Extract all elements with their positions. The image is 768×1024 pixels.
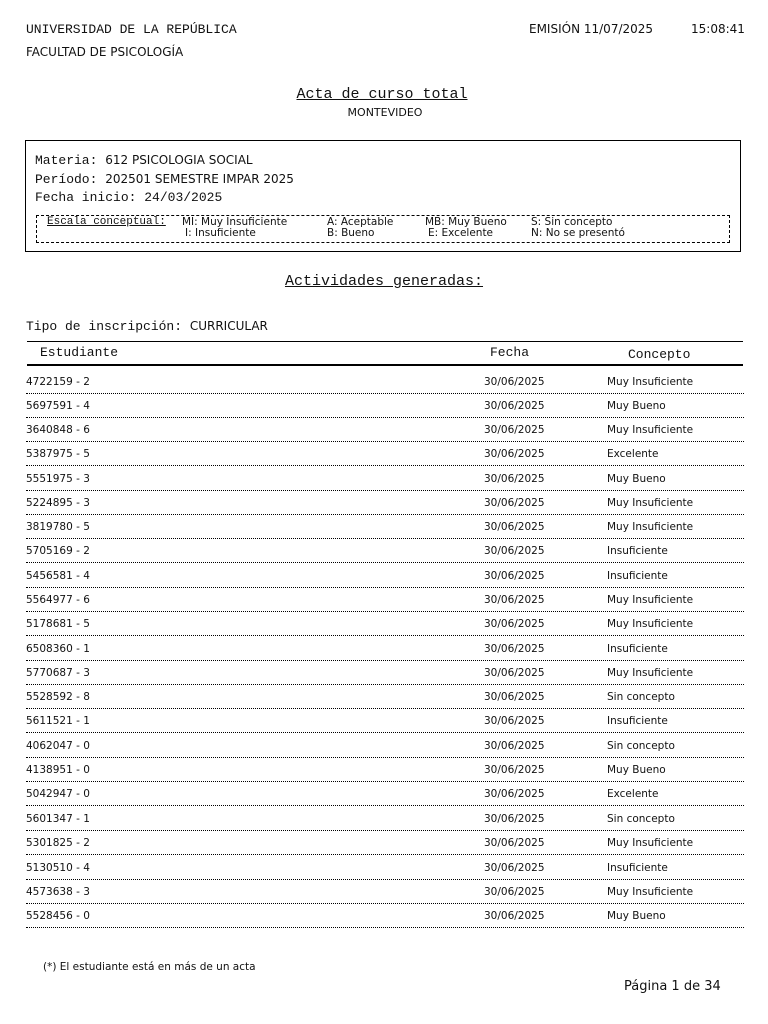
fecha-inicio-value: 24/03/2025 — [144, 190, 223, 205]
periodo-label: Período: — [35, 172, 98, 187]
scale-item-mb: MB: Muy Bueno — [425, 216, 507, 228]
row-concept: Sin concepto — [607, 691, 675, 703]
table-row — [26, 636, 744, 661]
row-concept: Muy Bueno — [607, 473, 666, 485]
row-date: 30/06/2025 — [484, 910, 545, 922]
student-id: 5042947 - 0 — [26, 788, 90, 800]
faculty-name: FACULTAD DE PSICOLOGÍA — [26, 45, 184, 59]
table-row — [26, 733, 744, 758]
row-concept: Sin concepto — [607, 813, 675, 825]
table-row — [26, 466, 744, 491]
table-row — [26, 417, 744, 442]
row-date: 30/06/2025 — [484, 497, 545, 509]
row-concept: Excelente — [607, 788, 659, 800]
table-row — [26, 660, 744, 685]
row-date: 30/06/2025 — [484, 570, 545, 582]
scale-item-a: A: Aceptable — [327, 216, 394, 228]
table-row — [26, 538, 744, 563]
pagination: Página 1 de 34 — [624, 979, 721, 994]
row-concept: Muy Insuficiente — [607, 618, 694, 630]
row-date: 30/06/2025 — [484, 473, 545, 485]
student-id: 3640848 - 6 — [26, 424, 90, 436]
column-header-estudiante: Estudiante — [40, 345, 119, 360]
inscription-type — [26, 319, 268, 334]
scale-label: Escala conceptual: — [47, 216, 166, 228]
row-date: 30/06/2025 — [484, 400, 545, 412]
emission-time: 15:08:41 — [691, 22, 745, 36]
inscription-label: Tipo de inscripción: — [26, 319, 183, 334]
row-date: 30/06/2025 — [484, 691, 545, 703]
student-id: 5456581 - 4 — [26, 570, 90, 582]
materia-label: Materia: — [35, 153, 98, 168]
row-concept: Insuficiente — [607, 570, 668, 582]
student-id: 5528592 - 8 — [26, 691, 90, 703]
student-id: 5770687 - 3 — [26, 667, 90, 679]
materia-value: 612 PSICOLOGIA SOCIAL — [105, 153, 253, 167]
city: MONTEVIDEO — [347, 106, 423, 119]
row-concept: Insuficiente — [607, 862, 668, 874]
row-date: 30/06/2025 — [484, 643, 545, 655]
periodo-line — [35, 172, 294, 187]
row-concept: Insuficiente — [607, 545, 668, 557]
student-id: 5528456 - 0 — [26, 910, 90, 922]
student-id: 5601347 - 1 — [26, 813, 90, 825]
materia-line — [35, 153, 253, 168]
row-concept: Muy Bueno — [607, 910, 666, 922]
emission-date: EMISIÓN 11/07/2025 — [529, 22, 654, 36]
row-date: 30/06/2025 — [484, 788, 545, 800]
table-row — [26, 708, 744, 733]
scale-item-b: B: Bueno — [327, 227, 375, 239]
table-row — [26, 830, 744, 855]
row-date: 30/06/2025 — [484, 740, 545, 752]
column-header-fecha: Fecha — [490, 345, 530, 360]
student-id: 6508360 - 1 — [26, 643, 90, 655]
row-date: 30/06/2025 — [484, 448, 545, 460]
row-concept: Insuficiente — [607, 715, 668, 727]
row-concept: Muy Insuficiente — [607, 594, 694, 606]
table-row — [26, 587, 744, 612]
row-concept: Insuficiente — [607, 643, 668, 655]
column-header-concepto: Concepto — [628, 347, 691, 362]
student-id: 5697591 - 4 — [26, 400, 90, 412]
student-id: 4138951 - 0 — [26, 764, 90, 776]
row-concept: Sin concepto — [607, 740, 675, 752]
row-date: 30/06/2025 — [484, 837, 545, 849]
page-title: Acta de curso total — [296, 86, 468, 103]
university-name: UNIVERSIDAD DE LA REPÚBLICA — [26, 22, 237, 37]
table-header-top-rule — [27, 341, 743, 342]
student-id: 5705169 - 2 — [26, 545, 90, 557]
table-row — [26, 806, 744, 831]
student-id: 5564977 - 6 — [26, 594, 90, 606]
student-id: 3819780 - 5 — [26, 521, 90, 533]
footnote: (*) El estudiante está en más de un acta — [43, 961, 256, 973]
table-row — [26, 393, 744, 418]
student-id: 5178681 - 5 — [26, 618, 90, 630]
row-date: 30/06/2025 — [484, 886, 545, 898]
scale-item-e: E: Excelente — [428, 227, 494, 239]
student-id: 5224895 - 3 — [26, 497, 90, 509]
row-date: 30/06/2025 — [484, 545, 545, 557]
row-date: 30/06/2025 — [484, 618, 545, 630]
inscription-value: CURRICULAR — [189, 319, 268, 333]
fecha-inicio-line — [35, 190, 222, 205]
table-row — [26, 757, 744, 782]
row-date: 30/06/2025 — [484, 813, 545, 825]
row-concept: Muy Insuficiente — [607, 376, 694, 388]
student-id: 5130510 - 4 — [26, 862, 90, 874]
table-row — [26, 903, 744, 928]
table-row — [26, 514, 744, 539]
row-concept: Muy Insuficiente — [607, 886, 694, 898]
row-date: 30/06/2025 — [484, 376, 545, 388]
conceptual-scale-box — [36, 215, 730, 243]
row-date: 30/06/2025 — [484, 594, 545, 606]
scale-item-mi: MI: Muy Insuficiente — [182, 216, 288, 228]
table-row — [26, 781, 744, 806]
course-info-box — [25, 140, 741, 252]
student-id: 4573638 - 3 — [26, 886, 90, 898]
row-concept: Excelente — [607, 448, 659, 460]
row-concept: Muy Insuficiente — [607, 497, 694, 509]
table-row — [26, 441, 744, 466]
student-id: 5551975 - 3 — [26, 473, 90, 485]
row-date: 30/06/2025 — [484, 667, 545, 679]
row-concept: Muy Insuficiente — [607, 667, 694, 679]
scale-item-i: I: Insuficiente — [185, 227, 256, 239]
table-row — [26, 855, 744, 880]
row-concept: Muy Bueno — [607, 764, 666, 776]
student-id: 5387975 - 5 — [26, 448, 90, 460]
scale-item-n: N: No se presentó — [531, 227, 625, 239]
student-id: 4722159 - 2 — [26, 376, 90, 388]
student-id: 4062047 - 0 — [26, 740, 90, 752]
table-row — [26, 684, 744, 709]
row-date: 30/06/2025 — [484, 764, 545, 776]
row-date: 30/06/2025 — [484, 862, 545, 874]
row-concept: Muy Insuficiente — [607, 837, 694, 849]
table-row — [26, 563, 744, 588]
table-row — [26, 879, 744, 904]
section-subtitle: Actividades generadas: — [284, 273, 484, 290]
row-date: 30/06/2025 — [484, 424, 545, 436]
table-row — [26, 611, 744, 636]
row-concept: Muy Insuficiente — [607, 424, 694, 436]
row-concept: Muy Insuficiente — [607, 521, 694, 533]
fecha-inicio-label: Fecha inicio: — [35, 190, 137, 205]
scale-item-s: S: Sin concepto — [531, 216, 613, 228]
row-concept: Muy Bueno — [607, 400, 666, 412]
table-row — [26, 490, 744, 515]
student-id: 5611521 - 1 — [26, 715, 90, 727]
row-date: 30/06/2025 — [484, 521, 545, 533]
table-row — [26, 369, 744, 394]
table-header-bottom-rule — [27, 364, 743, 366]
periodo-value: 202501 SEMESTRE IMPAR 2025 — [105, 172, 294, 186]
student-id: 5301825 - 2 — [26, 837, 90, 849]
row-date: 30/06/2025 — [484, 715, 545, 727]
